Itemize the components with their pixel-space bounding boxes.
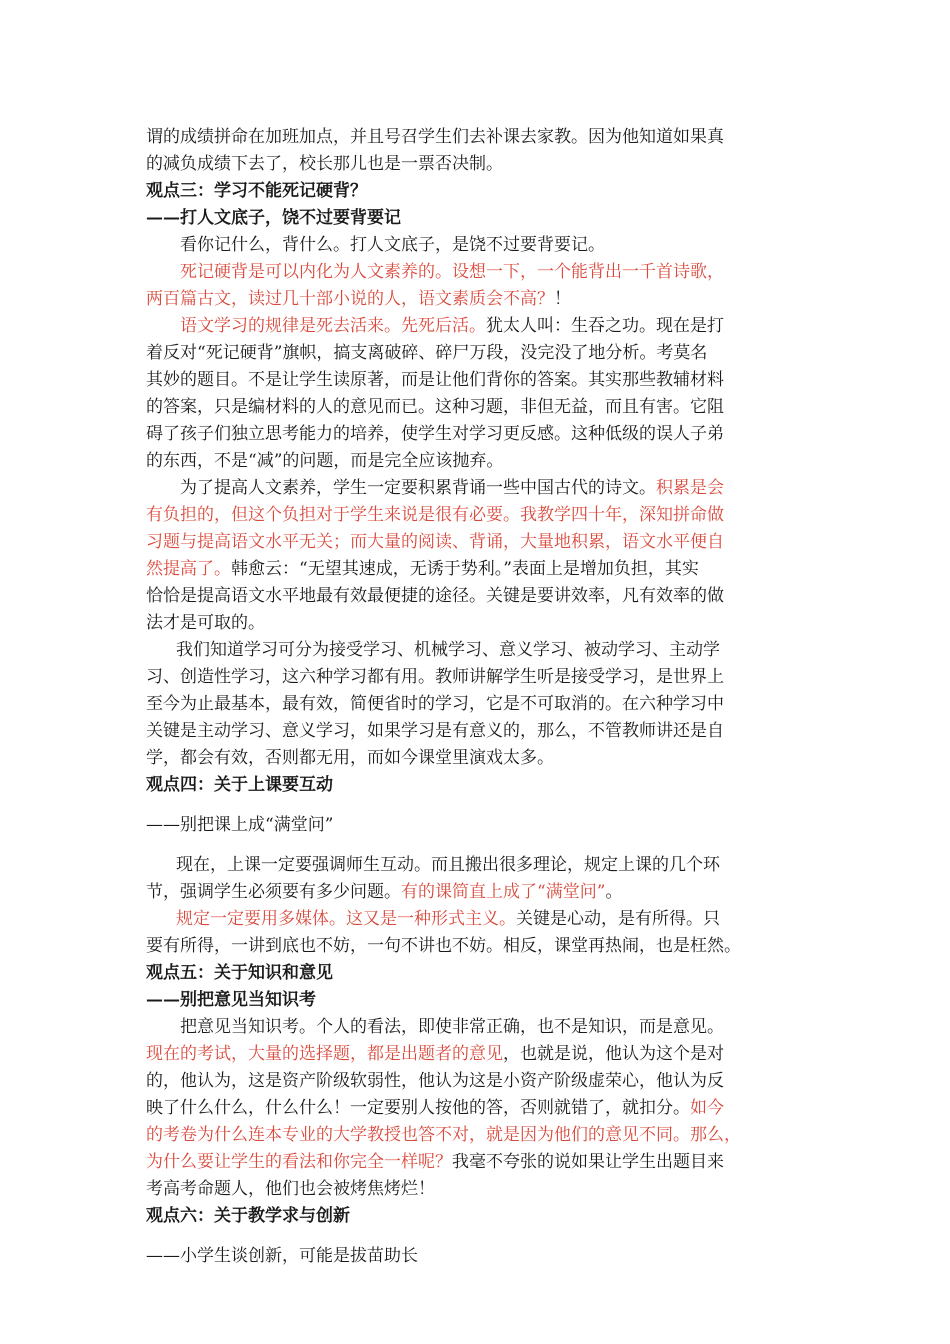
document-page — [146, 124, 806, 1270]
highlighted-text: 两百篇古文，读过几十部小说的人，语文素质会不高？ — [146, 289, 554, 309]
paragraph-line — [146, 313, 806, 340]
paragraph-line: 要有所得，一讲到底也不妨，一句不讲也不妨。相反，课堂再热闹，也是枉然。 — [146, 936, 741, 956]
paragraph-line: 至今为止最基本，最有效，简便省时的学习，它是不可取消的。在六种学习中 — [146, 694, 724, 714]
paragraph-line — [146, 286, 806, 313]
paragraph-text: 节，强调学生必须要有多少问题。 — [146, 882, 401, 902]
paragraph-line: 碍了孩子们独立思考能力的培养，使学生对学习更反感。这种低级的误人子弟 — [146, 424, 724, 444]
paragraph-line — [146, 1149, 806, 1176]
paragraph-line: 的，他认为，这是资产阶级软弱性，他认为这是小资产阶级虚荣心，他认为反 — [146, 1071, 724, 1091]
section-subtitle-6: ——小学生谈创新，可能是拔苗助长 — [146, 1246, 418, 1266]
section-title-4: 观点四：关于上课要互动 — [146, 775, 333, 795]
section-subtitle-4: ——别把课上成“满堂问” — [146, 815, 334, 835]
paragraph-text: ！ — [554, 289, 571, 309]
paragraph-line: 的答案，只是编材料的人的意见而已。这种习题，非但无益，而且有害。它阻 — [146, 397, 724, 417]
paragraph-line: 学，都会有效，否则都无用，而如今课堂里演戏太多。 — [146, 748, 554, 768]
highlighted-text: 如今 — [690, 1098, 724, 1118]
paragraph-text: 映了什么什么，什么什么！一定要别人按他的答，否则就错了，就扣分。 — [146, 1098, 690, 1118]
paragraph-text: 为了提高人文素养，学生一定要积累背诵一些中国古代的诗文。 — [180, 478, 656, 498]
paragraph-line — [146, 475, 806, 502]
paragraph-line: 其妙的题目。不是让学生读原著，而是让他们背你的答案。其实那些教辅材料 — [146, 370, 724, 390]
section-subtitle-5: ——别把意见当知识考 — [146, 990, 316, 1010]
highlighted-text: 积累是会 — [656, 478, 724, 498]
highlighted-line: 习题与提高语文水平无关；而大量的阅读、背诵，大量地积累，语文水平便自 — [146, 532, 724, 552]
highlighted-text: 然提高了。 — [146, 559, 231, 579]
highlighted-text: 语文学习的规律是死去活来。先死后活。 — [180, 316, 486, 336]
paragraph-line: 的东西，不是“减”的问题，而是完全应该抛弃。 — [146, 451, 504, 471]
paragraph-text: 韩愈云：“无望其速成，无诱于势利。”表面上是增加负担，其实 — [231, 559, 699, 579]
paragraph-line: 法才是可取的。 — [146, 613, 265, 633]
paragraph-text: 。 — [605, 882, 623, 902]
paragraph-line — [146, 1041, 806, 1068]
paragraph-line: 关键是主动学习、意义学习，如果学习是有意义的，那么，不管教师讲还是自 — [146, 721, 724, 741]
highlighted-text: 现在的考试，大量的选择题，都是出题者的意见 — [146, 1044, 503, 1064]
section-subtitle-3: ——打人文底子，饶不过要背要记 — [146, 208, 401, 228]
section-title-3: 观点三：学习不能死记硬背？ — [146, 181, 367, 201]
section-title-5: 观点五：关于知识和意见 — [146, 963, 333, 983]
paragraph-line: 我们知道学习可分为接受学习、机械学习、意义学习、被动学习、主动学 — [176, 640, 720, 660]
paragraph-line: 现在，上课一定要强调师生互动。而且搬出很多理论，规定上课的几个环 — [176, 855, 720, 875]
paragraph-line: 看你记什么，背什么。打人文底子，是饶不过要背要记。 — [180, 235, 605, 255]
section-title-6: 观点六：关于教学求与创新 — [146, 1206, 350, 1226]
highlighted-text: 规定一定要用多媒体。这又是一种形式主义。 — [176, 909, 516, 929]
highlighted-text: 有的课简直上成了“满堂问” — [401, 882, 606, 902]
paragraph-line — [146, 906, 806, 933]
paragraph-line — [146, 879, 806, 906]
highlighted-line: 死记硬背是可以内化为人文素养的。设想一下，一个能背出一千首诗歌， — [180, 262, 724, 282]
paragraph-line: 把意见当知识考。个人的看法，即使非常正确，也不是知识，而是意见。 — [180, 1017, 724, 1037]
highlighted-line: 有负担的，但这个负担对于学生来说是很有必要。我教学四十年，深知拼命做 — [146, 505, 724, 525]
paragraph-text: ，也就是说，他认为这个是对 — [503, 1044, 724, 1064]
paragraph-text: 我毫不夸张的说如果让学生出题目来 — [452, 1152, 724, 1172]
paragraph-line — [146, 1095, 806, 1122]
paragraph-line — [146, 556, 806, 583]
paragraph-text: 关键是心动，是有所得。只 — [516, 909, 720, 929]
paragraph-line: 恰恰是提高语文水平地最有效最便捷的途径。关键是要讲效率，凡有效率的做 — [146, 586, 724, 606]
paragraph-line: 考高考命题人，他们也会被烤焦烤烂！ — [146, 1179, 435, 1199]
paragraph-line: 的减负成绩下去了，校长那儿也是一票否决制。 — [146, 154, 503, 174]
paragraph-line: 习、创造性学习，这六种学习都有用。教师讲解学生听是接受学习，是世界上 — [146, 667, 724, 687]
paragraph-text: 犹太人叫：生吞之功。现在是打 — [486, 316, 724, 336]
highlighted-line: 的考卷为什么连本专业的大学教授也答不对，就是因为他们的意见不同。那么， — [146, 1125, 741, 1145]
paragraph-line: 谓的成绩拼命在加班加点，并且号召学生们去补课去家教。因为他知道如果真 — [146, 127, 724, 147]
paragraph-line: 着反对“死记硬背”旗帜，搞支离破碎、碎尸万段，没完没了地分析。考莫名 — [146, 343, 708, 363]
highlighted-text: 为什么要让学生的看法和你完全一样呢？ — [146, 1152, 452, 1172]
